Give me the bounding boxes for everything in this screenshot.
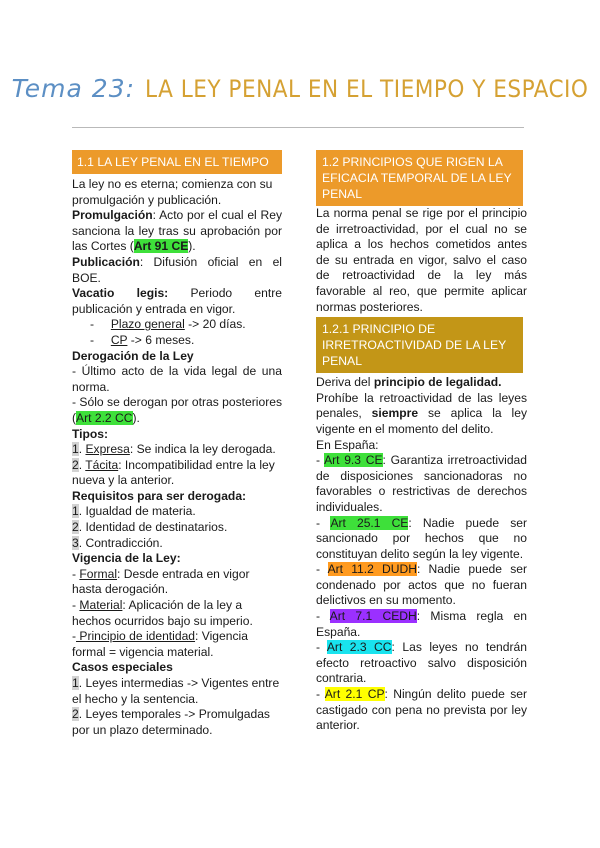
ref-art-7-1-cedh: Art 7.1 CEDH [329, 609, 417, 624]
casos-item-1: 1. Leyes intermedias -> Vigentes entre el hecho y la sentencia. [72, 676, 280, 706]
article-item-5: - Art 2.3 CC: Las leyes no tendrán efecto retroactivo salvo disposición contraria. [316, 640, 527, 686]
vigencia-item-1: - Formal: Desde entrada en vigor hasta derogación. [72, 566, 250, 597]
ref-art-2-3-cc: Art 2.3 CC [326, 640, 392, 655]
ref-art-2-2-cc: Art 2.2 CC [76, 410, 133, 425]
vacatio-paragraph: Vacatio legis: Periodo entre publicación y entrada en vigor. [72, 286, 282, 316]
ref-art-2-1-cp: Art 2.1 CP [324, 687, 385, 702]
article-item-1: - Art 9.3 CE: Garantiza irretroactividad de disposiciones sancionadoras no favorables o restrictivas de derechos individuales. [316, 453, 527, 514]
vigencia-item-3: - Principio de identidad: Vigencia formal = vigencia material. [72, 629, 248, 659]
section-header-1-1: 1.1 LA LEY PENAL EN EL TIEMPO [72, 150, 282, 174]
tema-title: LA LEY PENAL EN EL TIEMPO Y ESPACIO [145, 75, 589, 103]
tipos-item-2: 2. Tácita: Incompatibilidad entre la ley nueva y la anterior. [72, 457, 275, 488]
section-header-1-2: 1.2 PRINCIPIOS QUE RIGEN LA EFICACIA TEMPORAL DE LA LEY PENAL [316, 150, 523, 206]
derogacion-item-2: - Sólo se derogan por otras posteriores (Art 2.2 CC). [72, 395, 282, 425]
vigencia-item-2: - Material: Aplicación de la ley a hechos ocurridos bajo su imperio. [72, 598, 253, 628]
derogacion-item-1: - Último acto de la vida legal de una norma. [72, 364, 282, 394]
requisito-item-3: 3. Contradicción. [72, 535, 163, 550]
intro-paragraph: La ley no es eterna; comienza con su promulgación y publicación. [72, 177, 273, 207]
espana-label: En España: [316, 437, 379, 452]
deriva-paragraph: Deriva del principio de legalidad. [316, 375, 502, 390]
casos-heading: Casos especiales [72, 660, 173, 675]
prohibe-paragraph: Prohíbe la retroactividad de las leyes penales, siempre se aplica la ley vigente en el momento del delito. [316, 390, 527, 436]
section-header-1-2-1: 1.2.1 PRINCIPIO DE IRRETROACTIVIDAD DE LA LEY PENAL [316, 317, 523, 373]
publicacion-paragraph: Publicación: Difusión oficial en el BOE. [72, 254, 282, 285]
tipos-item-1: 1. Expresa: Se indica la ley derogada. [72, 442, 276, 457]
requisito-item-1: 1. Igualdad de materia. [72, 504, 196, 519]
article-item-2: - Art 25.1 CE: Nadie puede ser sancionado por hechos que no constituyan delito según la ley vigente. [316, 515, 527, 561]
ref-art-11-2-dudh: Art 11.2 DUDH [327, 562, 417, 577]
requisitos-heading: Requisitos para ser derogada: [72, 488, 247, 503]
right-column [316, 150, 527, 734]
page-title [0, 74, 600, 103]
principios-paragraph: La norma penal se rige por el principio de irretroactividad, por el cual no se aplica a los hechos cometidos antes de su entrada en vigor, salvo el caso de retroactividad de la ley más favorable al reo, que permite aplicar normas posteriores. [316, 206, 527, 314]
ref-art-25-1-ce: Art 25.1 CE [330, 515, 409, 530]
tipos-heading: Tipos: [72, 426, 109, 441]
left-column [72, 150, 282, 738]
cp-item: - CP -> 6 meses. [90, 332, 195, 347]
ref-art-9-3-ce: Art 9.3 CE [324, 453, 383, 468]
casos-item-2: 2. Leyes temporales -> Promulgadas por un plazo determinado. [72, 707, 270, 737]
derogacion-heading: Derogación de la Ley [72, 348, 194, 363]
tema-label: Tema 23: [11, 74, 136, 103]
ref-art-91-ce: Art 91 CE [133, 239, 189, 254]
article-item-3: - Art 11.2 DUDH: Nadie puede ser condenado por actos que no fueran delictivos en su momento. [316, 562, 527, 608]
article-item-4: - Art 7.1 CEDH: Misma regla en España. [316, 609, 527, 639]
promulgacion-paragraph: Promulgación: Acto por el cual el Rey sanciona la ley tras su aprobación por las Cortes (Art 91 CE). [72, 208, 282, 254]
plazo-general-item: - Plazo general -> 20 días. [90, 317, 246, 332]
requisito-item-2: 2. Identidad de destinatarios. [72, 520, 228, 535]
title-divider [72, 127, 524, 128]
article-item-6: - Art 2.1 CP: Ningún delito puede ser castigado con pena no prevista por ley anterior. [316, 687, 527, 733]
vigencia-heading: Vigencia de la Ley: [72, 551, 181, 566]
